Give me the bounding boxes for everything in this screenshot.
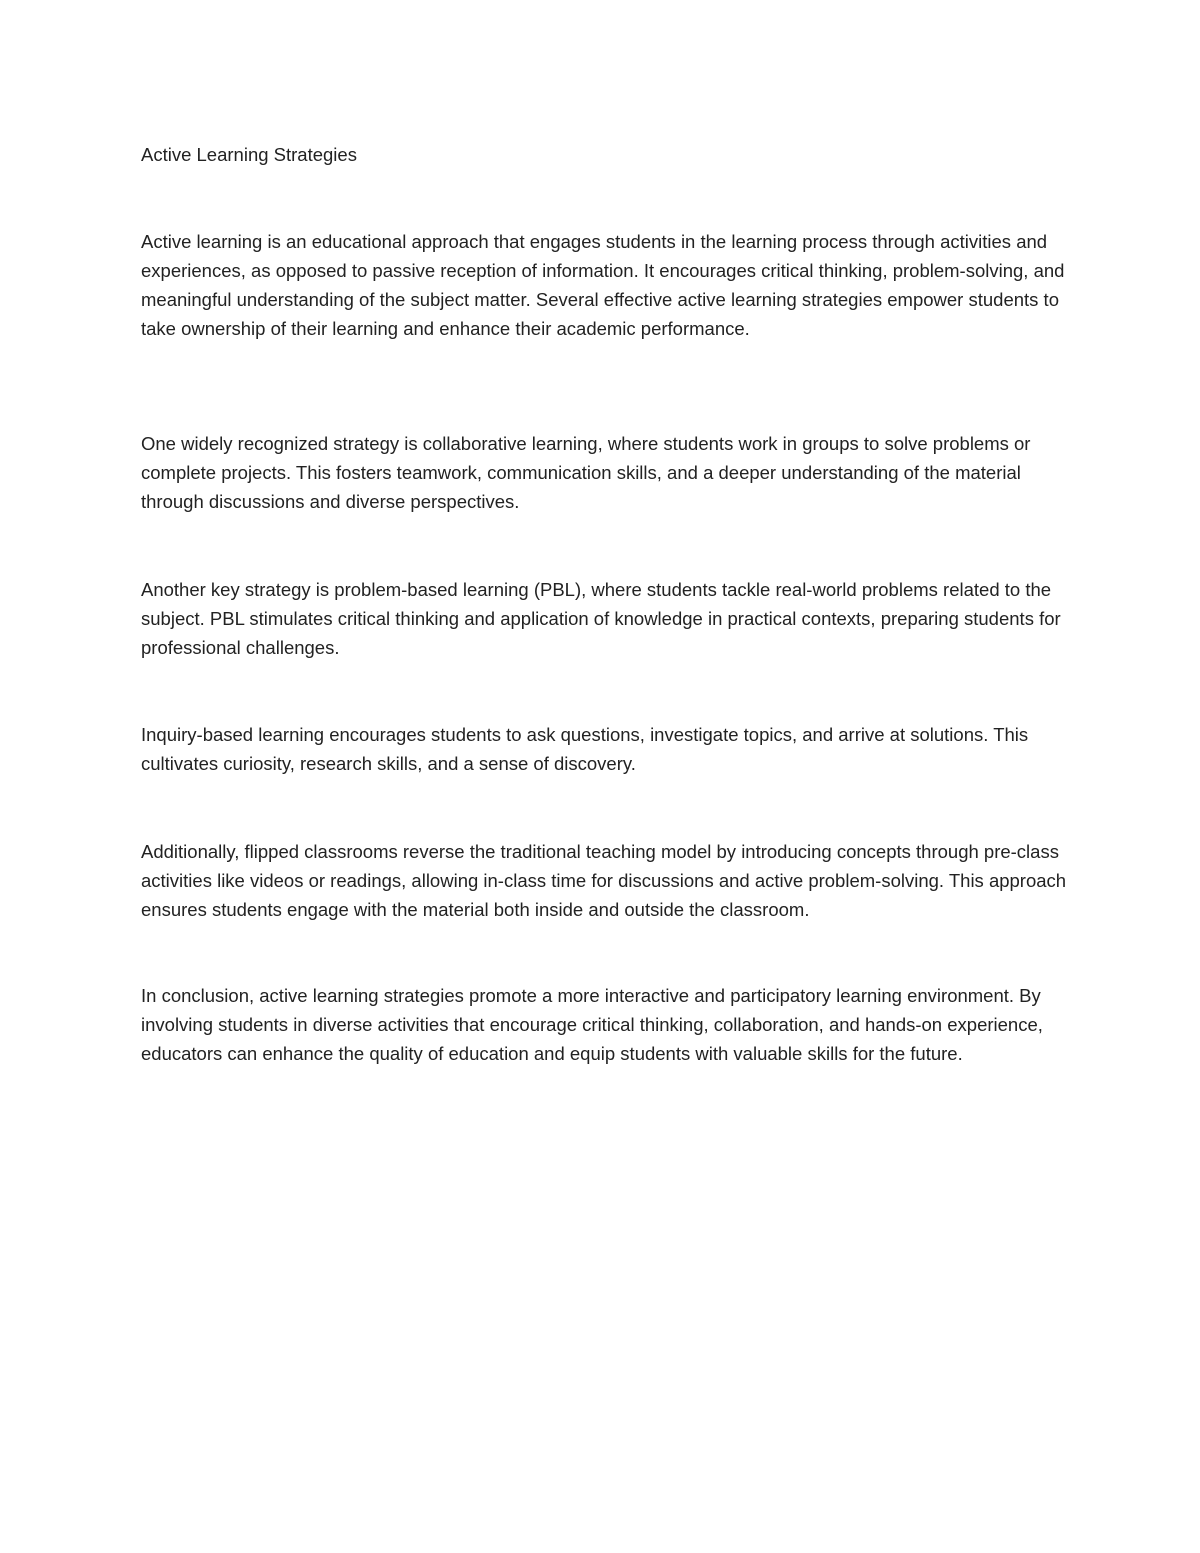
paragraph-problem-based-learning: Another key strategy is problem-based learning (PBL), where students tackle real-world problems related to the subject. PBL stimulates critical thinking and application of knowledge in practical contexts, preparing students for professional challenges.: [141, 579, 1061, 658]
paragraph-inquiry-based-learning: Inquiry-based learning encourages students to ask questions, investigate topics, and arrive at solutions. This cultivates curiosity, research skills, and a sense of discovery.: [141, 724, 1029, 774]
document-title: Active Learning Strategies: [141, 144, 357, 165]
paragraph-conclusion: In conclusion, active learning strategies promote a more interactive and participatory learning environment. By involving students in diverse activities that encourage critical thinking, collaboration, and hands-on experience, educators can enhance the quality of education and equip students with valuable skills for the future.: [141, 985, 1043, 1064]
paragraph-introduction: Active learning is an educational approach that engages students in the learning process through activities and experiences, as opposed to passive reception of information. It encourages critical thinking, problem-solving, and meaningful understanding of the subject matter. Several effective active learning strategies empower students to take ownership of their learning and enhance their academic performance.: [141, 231, 1065, 339]
paragraph-collaborative-learning: One widely recognized strategy is collaborative learning, where students work in groups to solve problems or complete projects. This fosters teamwork, communication skills, and a deeper understanding of the material through discussions and diverse perspectives.: [141, 433, 1031, 512]
paragraph-flipped-classrooms: Additionally, flipped classrooms reverse the traditional teaching model by introducing concepts through pre-class activities like videos or readings, allowing in-class time for discussions and active problem-solving. This approach ensures students engage with the material both inside and outside the classroom.: [141, 841, 1067, 920]
